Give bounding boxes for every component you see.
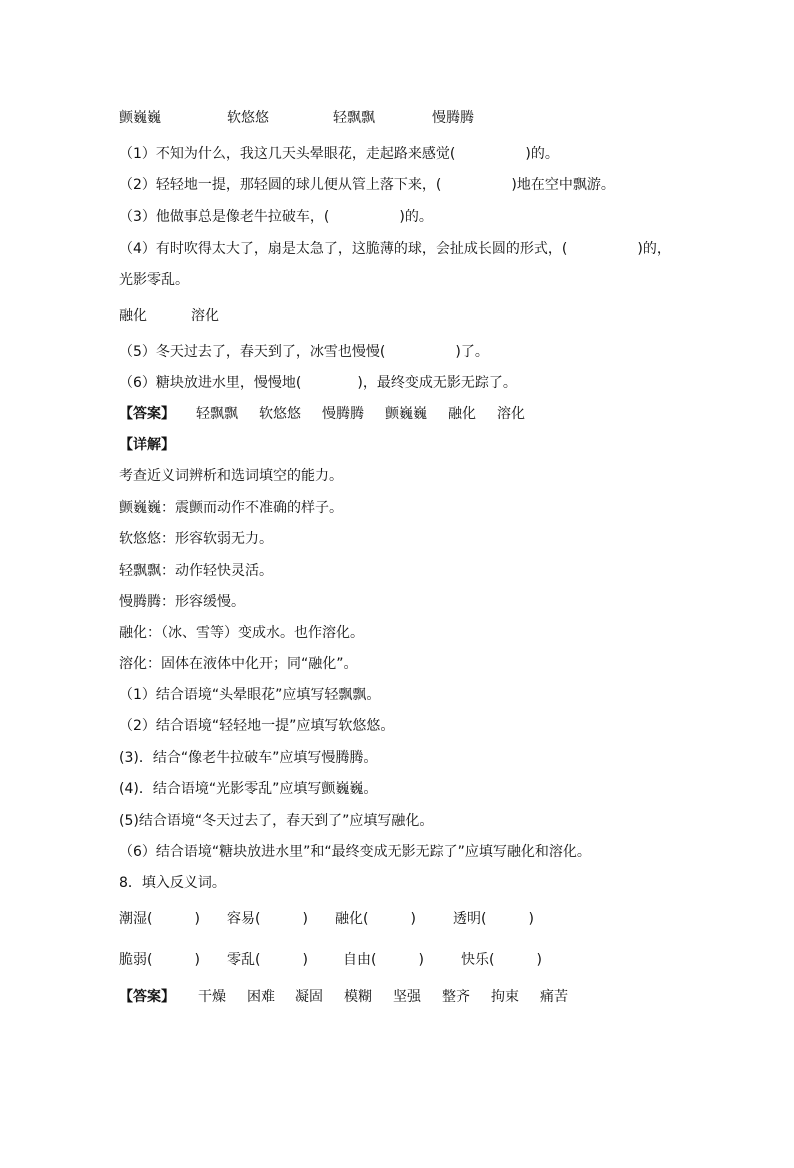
answer-item: 融化 <box>448 406 476 422</box>
antonym-blank: 自由( ) <box>343 952 424 968</box>
antonym-blank: 容易( ) <box>227 911 308 927</box>
explanation-line: 考查近义词辨析和选词填空的能力。 <box>119 468 343 484</box>
explanation-line: （1）结合语境“头晕眼花”应填写轻飘飘。 <box>119 687 381 703</box>
question-3: （3）他做事总是像老牛拉破车，( )的。 <box>119 209 433 225</box>
answer-item: 溶化 <box>497 406 525 422</box>
explanation-line: 颤巍巍：震颤而动作不准确的样子。 <box>119 500 343 516</box>
antonym-blank: 潮湿( ) <box>119 911 200 927</box>
detail-label: 【详解】 <box>119 437 175 453</box>
question-6: （6）糖块放进水里，慢慢地( )，最终变成无影无踪了。 <box>119 375 517 391</box>
question-4-continued: 光影零乱。 <box>119 272 189 288</box>
answer-label: 【答案】 <box>119 989 175 1005</box>
antonym-blank: 透明( ) <box>453 911 534 927</box>
word-option: 软悠悠 <box>227 110 269 126</box>
word-option: 轻飘飘 <box>333 110 375 126</box>
answer-row-8 <box>119 988 679 1168</box>
word-option: 融化 <box>119 308 147 324</box>
answer-item: 拘束 <box>491 989 519 1005</box>
question-2: （2）轻轻地一提，那轻圆的球儿便从管上落下来，( )地在空中飘游。 <box>119 177 615 193</box>
antonym-blank: 融化( ) <box>335 911 416 927</box>
explanation-line: 软悠悠：形容软弱无力。 <box>119 531 273 547</box>
answer-item: 痛苦 <box>540 989 568 1005</box>
answer-item: 整齐 <box>442 989 470 1005</box>
answer-item: 慢腾腾 <box>322 406 364 422</box>
explanation-line: （6）结合语境“糖块放进水里”和“最终变成无影无踪了”应填写融化和溶化。 <box>119 844 591 860</box>
antonym-blank: 快乐( ) <box>461 952 542 968</box>
answer-item: 困难 <box>247 989 275 1005</box>
word-option: 溶化 <box>191 308 219 324</box>
explanation-line: 慢腾腾：形容缓慢。 <box>119 594 245 610</box>
answer-item: 颤巍巍 <box>385 406 427 422</box>
question-8-title: 8．填入反义词。 <box>119 875 226 891</box>
answer-item: 模糊 <box>344 989 372 1005</box>
question-4: （4）有时吹得太大了，扇是太急了，这脆薄的球，会扯成长圆的形式，( )的， <box>119 241 671 257</box>
answer-item: 干燥 <box>198 989 226 1005</box>
answer-item: 软悠悠 <box>259 406 301 422</box>
explanation-line: （2）结合语境“轻轻地一提”应填写软悠悠。 <box>119 718 395 734</box>
word-option: 慢腾腾 <box>432 110 474 126</box>
answer-item: 凝固 <box>295 989 323 1005</box>
antonym-blank: 脆弱( ) <box>119 952 200 968</box>
answer-item: 轻飘飘 <box>196 406 238 422</box>
answer-label: 【答案】 <box>119 406 175 422</box>
answer-item: 坚强 <box>393 989 421 1005</box>
explanation-line: (4)．结合语境“光影零乱”应填写颤巍巍。 <box>119 781 378 797</box>
explanation-line: 轻飘飘：动作轻快灵活。 <box>119 563 273 579</box>
explanation-line: 溶化：固体在液体中化开；同“融化”。 <box>119 656 358 672</box>
explanation-line: 融化：（冰、雪等）变成水。也作溶化。 <box>119 625 364 641</box>
question-1: （1）不知为什么，我这几天头晕眼花，走起路来感觉( )的。 <box>119 146 559 162</box>
word-option: 颤巍巍 <box>119 110 161 126</box>
explanation-line: (3)．结合“像老牛拉破车”应填写慢腾腾。 <box>119 750 378 766</box>
antonym-blank: 零乱( ) <box>227 952 308 968</box>
question-5: （5）冬天过去了，春天到了，冰雪也慢慢( )了。 <box>119 344 489 360</box>
explanation-line: (5)结合语境“冬天过去了，春天到了”应填写融化。 <box>119 813 434 829</box>
